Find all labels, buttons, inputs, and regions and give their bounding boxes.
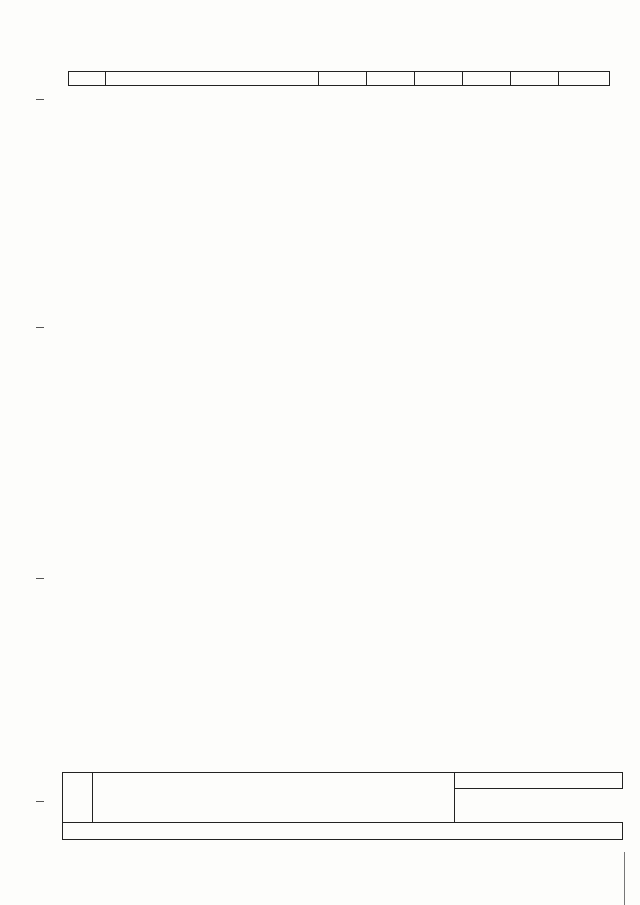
- indicators-table: [68, 71, 610, 86]
- efficiency-table: [62, 772, 623, 840]
- margin-mark: [36, 578, 44, 579]
- dynamics-header: [455, 773, 623, 789]
- header-tail-row: [69, 72, 610, 86]
- margin-mark: [36, 327, 44, 328]
- table2-section-1-title: [63, 823, 623, 840]
- indicator-name-column-header: [93, 773, 455, 823]
- unit-header-tail: [319, 72, 367, 86]
- number-column-header: [63, 773, 93, 823]
- margin-mark: [36, 99, 44, 100]
- margin-mark: [36, 801, 44, 802]
- scan-edge-line: [624, 852, 625, 905]
